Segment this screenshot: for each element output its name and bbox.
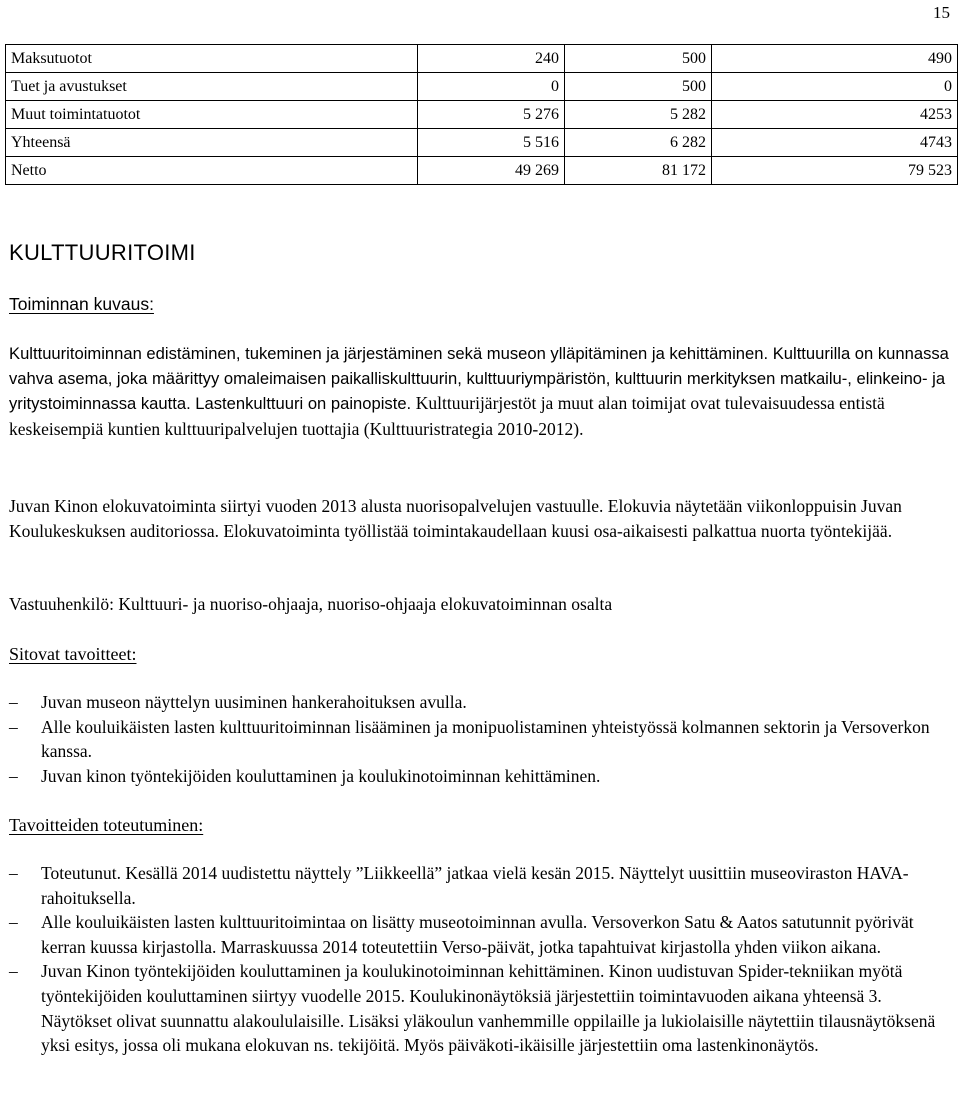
row-label: Maksutuotot xyxy=(6,45,418,73)
achievement-text: Alle kouluikäisten lasten kulttuuritoimintaa on lisätty museotoiminnan avulla. Versoverkon Satu & Aatos satutunnit pyörivät kerran kuussa kirjastolla. Marraskuussa 2014 toteutettiin Verso-päivät, jotka tapahtuivat kirjastolla yhden viikon aikana. xyxy=(41,912,914,957)
dash-bullet: – xyxy=(9,692,18,712)
description-serif-text: Kulttuurijärjestöt ja muut alan toimijat ovat tulevaisuudessa entistä keskeisempiä kuntien kulttuuripalvelujen tuottajia (Kulttuuristrategia 2010-2012). xyxy=(9,393,885,439)
finance-table xyxy=(5,44,958,185)
row-value-2: 500 xyxy=(565,73,712,101)
page-number: 15 xyxy=(933,3,950,22)
dash-bullet: – xyxy=(9,765,18,786)
dash-bullet: – xyxy=(9,912,18,933)
row-value-3: 490 xyxy=(712,45,958,73)
table-row xyxy=(6,101,958,129)
list-item xyxy=(9,861,954,910)
goal-text: Juvan kinon työntekijöiden kouluttaminen ja koulukinotoiminnan kehittäminen. xyxy=(41,765,601,786)
list-item xyxy=(9,690,954,715)
dash-bullet: – xyxy=(9,961,18,982)
list-item xyxy=(9,959,954,1057)
row-value-2: 81 172 xyxy=(565,157,712,185)
row-value-1: 5 516 xyxy=(418,129,565,157)
goal-text: Juvan museon näyttelyn uusiminen hankerahoituksen avulla. xyxy=(41,692,467,712)
table-row xyxy=(6,157,958,185)
achievement-text: Toteutunut. Kesällä 2014 uudistettu näyttely ”Liikkeellä” jatkaa vielä kesän 2015. Näyttelyt uusittiin museoviraston HAVA-rahoituksella. xyxy=(41,863,909,908)
responsible-person: Vastuuhenkilö: Kulttuuri- ja nuoriso-ohjaaja, nuoriso-ohjaaja elokuvatoiminnan osalta xyxy=(9,594,613,614)
goals-heading: Sitovat tavoitteet: xyxy=(9,644,137,664)
list-item xyxy=(9,764,954,789)
dash-bullet: – xyxy=(9,863,18,883)
row-value-2: 5 282 xyxy=(565,101,712,129)
row-value-1: 240 xyxy=(418,45,565,73)
table-row xyxy=(6,129,958,157)
row-value-1: 49 269 xyxy=(418,157,565,185)
achievement-text: Juvan Kinon työntekijöiden kouluttaminen ja koulukinotoiminnan kehittäminen. Kinon uudistuvan Spider-tekniikan myötä työntekijöiden kouluttaminen siirtyy vuodelle 2015. Koulukinonäytöksiä järjestettiin toimintavuoden aikana yhteensä 3. Näytökset olivat suunnattu alakoululaisille. Lisäksi yläkoulun vanhemmille oppilaille ja lukiolaisille näytettiin tilausnäytöksenä yksi esitys, jossa oli mukana elokuvan ns. tekijöitä. Myös päiväkoti-ikäisille järjestettiin oma lastenkinonäytös. xyxy=(41,961,936,1056)
table-row xyxy=(6,45,958,73)
description-paragraph xyxy=(9,342,954,442)
description-sans-text: Kulttuuritoiminnan edistäminen, tukeminen ja järjestäminen sekä museon ylläpitäminen ja kehittäminen. Kulttuurilla on kunnassa vahva asema, joka määrittyy omaleimaisen paikalliskulttuurin, kulttuuriympäristön, kulttuurin merkityksen matkailu-, elinkeino- ja yritystoiminnassa kautta. Lastenkulttuuri on painopiste. xyxy=(9,344,949,414)
achievement-heading: Tavoitteiden toteutuminen: xyxy=(9,815,204,835)
row-label: Yhteensä xyxy=(6,129,418,157)
row-value-2: 6 282 xyxy=(565,129,712,157)
row-value-2: 500 xyxy=(565,45,712,73)
list-item xyxy=(9,715,954,764)
dash-bullet: – xyxy=(9,716,18,737)
row-value-3: 79 523 xyxy=(712,157,958,185)
row-value-3: 4253 xyxy=(712,101,958,129)
goal-text: Alle kouluikäisten lasten kulttuuritoiminnan lisääminen ja monipuolistaminen yhteistyössä kolmannen sektorin ja Versoverkon kanssa. xyxy=(41,716,930,762)
row-label: Tuet ja avustukset xyxy=(6,73,418,101)
list-item xyxy=(9,910,954,959)
table-row xyxy=(6,73,958,101)
achievements-list xyxy=(9,861,954,1058)
row-value-1: 0 xyxy=(418,73,565,101)
cinema-paragraph: Juvan Kinon elokuvatoiminta siirtyi vuoden 2013 alusta nuorisopalvelujen vastuulle. Elokuvia näytetään viikonloppuisin Juvan Koulukeskuksen auditoriossa. Elokuvatoiminta työllistää toimintakaudellaan kuusi osa-aikaisesti palkattua nuorta työntekijää. xyxy=(9,496,902,541)
row-value-3: 4743 xyxy=(712,129,958,157)
description-heading: Toiminnan kuvaus: xyxy=(9,294,154,314)
section-title: KULTTUURITOIMI xyxy=(9,240,196,265)
row-value-1: 5 276 xyxy=(418,101,565,129)
row-label: Muut toimintatuotot xyxy=(6,101,418,129)
row-label: Netto xyxy=(6,157,418,185)
row-value-3: 0 xyxy=(712,73,958,101)
goals-list xyxy=(9,690,954,788)
